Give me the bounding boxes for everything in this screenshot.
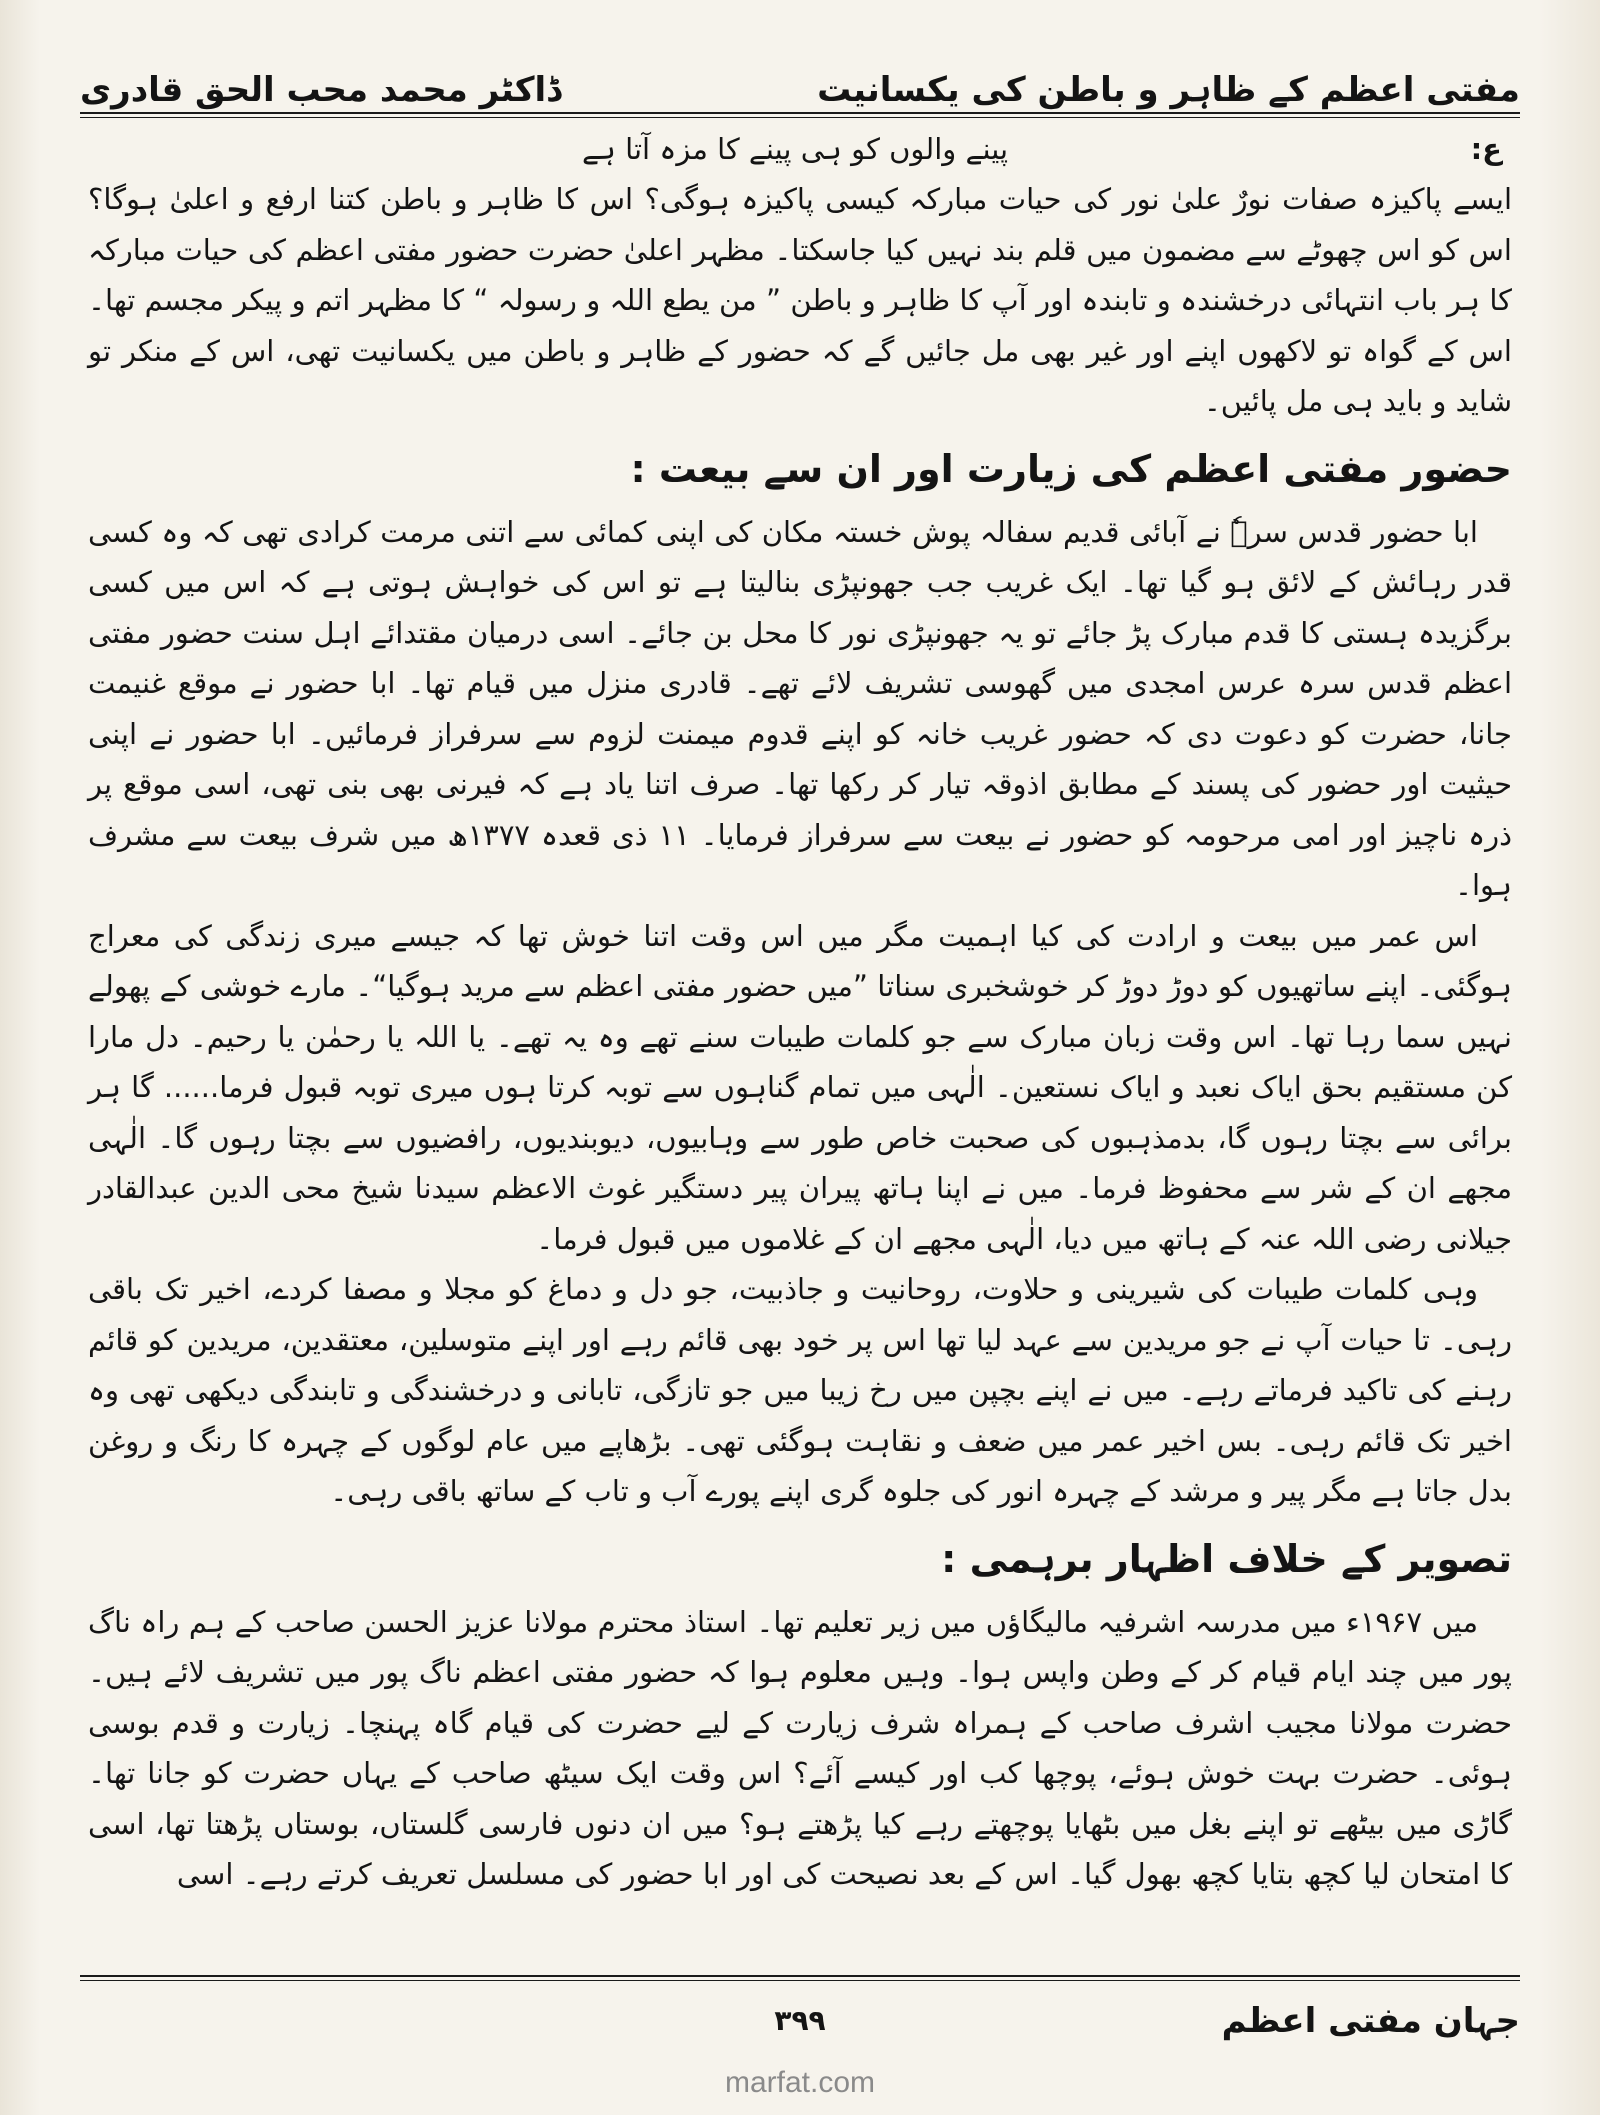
paragraph-5: میں ۱۹۶۷ء میں مدرسہ اشرفیہ مالیگاؤں میں زیر تعلیم تھا۔ استاذ محترم مولانا عزیز الحسن صاحب کے ہم راہ ناگ پور میں چند ایام قیام کر کے وطن واپس ہوا۔ وہیں معلوم ہوا کہ حضور مفتی اعظم ناگ پور میں تشریف لائے ہیں۔ حضرت مولانا مجیب اشرف صاحب کے ہمراہ شرف زیارت کے لیے حضرت کی قیام گاہ پہنچا۔ زیارت و قدم بوسی ہوئی۔ حضرت بہت خوش ہوئے، پوچھا کب اور کیسے آئے؟ اس وقت ایک سیٹھ صاحب کے یہاں حضرت کو جانا تھا۔ گاڑی میں بیٹھے تو اپنے بغل میں بٹھایا پوچھتے رہے کیا پڑھتے ہو؟ میں ان دنوں فارسی گلستاں، بوستاں پڑھتا تھا، اسی کا امتحان لیا کچھ بتایا کچھ بھول گیا۔ اس کے بعد نصیحت کی اور ابا حضور کی مسلسل تعریف کرتے رہے۔ اسی <box>88 1604 1512 1891</box>
verse-text: پینے والوں کو ہی پینے کا مزہ آتا ہے <box>581 132 1009 166</box>
header-rule <box>80 112 1520 114</box>
paragraph-2: ابا حضور قدس سرہٗ نے آبائی قدیم سفالہ پوش خستہ مکان کی اپنی کمائی سے اتنی مرمت کرادی تھی کہ وہ کسی قدر رہائش کے لائق ہو گیا تھا۔ ایک غریب جب جھونپڑی بنالیتا ہے تو اس کی خواہش ہوتی ہے کہ اس میں کسی برگزیدہ ہستی کا قدم مبارک پڑ جائے تو یہ جھونپڑی نور کا محل بن جائے۔ اسی درمیان مقتدائے اہل سنت حضور مفتی اعظم قدس سرہ عرس امجدی میں گھوسی تشریف لائے تھے۔ قادری منزل میں قیام تھا۔ ابا حضور نے موقع غنیمت جانا، حضرت کو دعوت دی کہ حضور غریب خانہ کو اپنے قدوم میمنت لزوم سے سرفراز فرمائیں۔ ابا حضور نے اپنی حیثیت اور حضور کی پسند کے مطابق اذوقہ تیار کر رکھا تھا۔ صرف اتنا یاد ہے کہ فیرنی بھی بنی تھی، اسی موقع پر ذرہ ناچیز اور امی مرحومہ کو حضور نے بیعت سے سرفراز فرمایا۔ ۱۱ ذی قعدہ ۱۳۷۷ھ میں شرف بیعت سے مشرف ہوا۔ <box>88 514 1513 902</box>
page-number: ۳۹۹ <box>774 2003 826 2037</box>
section-heading-tasweer: تصویر کے خلاف اظہار برہمی : <box>941 1536 1512 1581</box>
author-name: ڈاکٹر محمد محب الحق قادری <box>80 70 562 110</box>
verse-line <box>88 124 1512 174</box>
book-title: جہان مفتی اعظم <box>1221 2000 1520 2041</box>
running-footer <box>80 1990 1520 2050</box>
footer-rule-thin <box>80 1980 1520 1981</box>
chapter-title: مفتی اعظم کے ظاہر و باطن کی یکسانیت <box>817 70 1520 110</box>
footer-rule <box>80 1975 1520 1977</box>
section-heading-bayat: حضور مفتی اعظم کی زیارت اور ان سے بیعت : <box>630 446 1512 491</box>
source-watermark: marfat.com <box>724 2066 876 2099</box>
running-header <box>80 40 1520 118</box>
paragraph-1: ایسے پاکیزہ صفات نورٌ علیٰ نور کی حیات مبارکہ کیسی پاکیزہ ہوگی؟ اس کا ظاہر و باطن کتنا ارفع و اعلیٰ ہوگا؟ اس کو اس چھوٹے سے مضمون میں قلم بند نہیں کیا جاسکتا۔ مظہر اعلیٰ حضرت حضور مفتی اعظم کی حیات مبارکہ کا ہر باب انتہائی درخشندہ و تابندہ اور آپ کا ظاہر و باطن ” من یطع اللہ و رسولہ “ کا مظہر اتم و پیکر مجسم تھا۔ اس کے گواہ تو لاکھوں اپنے اور غیر بھی مل جائیں گے کہ حضور کے ظاہر و باطن میں یکسانیت تھی، اس کے منکر تو شاید و باید ہی مل پائیں۔ <box>88 182 1512 418</box>
page-body <box>88 124 1512 1900</box>
verse-mark: ع: <box>1470 132 1502 166</box>
header-rule-thin <box>80 117 1520 118</box>
paragraph-4: وہی کلمات طیبات کی شیرینی و حلاوت، روحانیت و جاذبیت، جو دل و دماغ کو مجلا و مصفا کردے، اخیر تک باقی رہی۔ تا حیات آپ نے جو مریدین سے عہد لیا تھا اس پر خود بھی قائم رہے اور اپنے متوسلین، معتقدین، مریدین کو قائم رہنے کی تاکید فرماتے رہے۔ میں نے اپنے بچپن میں رخ زیبا میں جو تازگی، تابانی و درخشندگی و تابندگی دیکھی تھی وہ اخیر تک قائم رہی۔ بس اخیر عمر میں ضعف و نقاہت ہوگئی تھی۔ بڑھاپے میں عام لوگوں کے چہرہ کا رنگ و روغن بدل جاتا ہے مگر پیر و مرشد کے چہرہ انور کی جلوہ گری اپنے پورے آب و تاب کے ساتھ باقی رہی۔ <box>88 1272 1512 1508</box>
paragraph-3: اس عمر میں بیعت و ارادت کی کیا اہمیت مگر میں اس وقت اتنا خوش تھا کہ جیسے میری زندگی کی معراج ہوگئی۔ اپنے ساتھیوں کو دوڑ دوڑ کر خوشخبری سناتا ”میں حضور مفتی اعظم سے مرید ہوگیا“۔ مارے خوشی کے پھولے نہیں سما رہا تھا۔ اس وقت زبان مبارک سے جو کلمات طیبات سنے تھے وہ یہ تھے۔ یا اللہ یا رحمٰن یا رحیم۔ دل مارا کن مستقیم بحق ایاک نعبد و ایاک نستعین۔ الٰہی میں تمام گناہوں سے توبہ کرتا ہوں میری توبہ قبول فرما...... گا ہر برائی سے بچتا رہوں گا، بدمذہبوں کی صحبت خاص طور سے وہابیوں، دیوبندیوں، رافضیوں سے بچتا رہوں گا۔ الٰہی مجھے ان کے شر سے محفوظ فرما۔ میں نے اپنا ہاتھ پیران پیر دستگیر غوث الاعظم سیدنا شیخ محی الدین عبدالقادر جیلانی رضی اللہ عنہ کے ہاتھ میں دیا، الٰہی مجھے ان کے غلاموں میں قبول فرما۔ <box>88 918 1512 1256</box>
